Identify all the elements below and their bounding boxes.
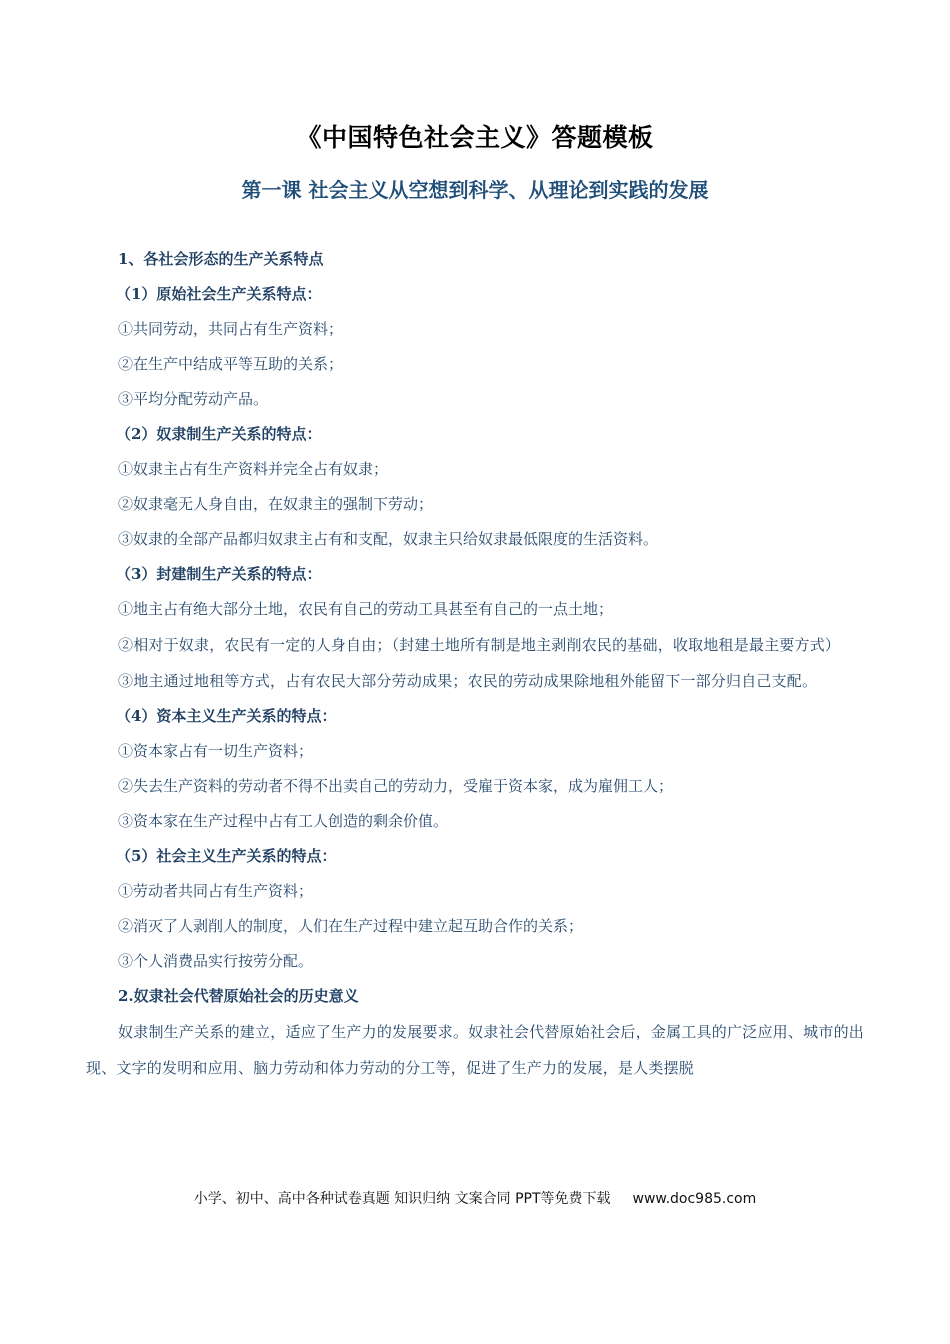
text-line: ③奴隶的全部产品都归奴隶主占有和支配，奴隶主只给奴隶最低限度的生活资料。: [118, 530, 659, 548]
section-1-lines: [86, 242, 864, 627]
section-heading: （2）奴隶制生产关系的特点：: [116, 425, 322, 443]
page-footer: [0, 1188, 950, 1208]
text-line: ①共同劳动，共同占有生产资料；: [118, 320, 344, 338]
section-2-lines: [86, 699, 864, 1014]
text-line: ②在生产中结成平等互助的关系；: [118, 355, 344, 373]
text-line: ③资本家在生产过程中占有工人创造的剩余价值。: [118, 812, 449, 830]
text-line: ①奴隶主占有生产资料并完全占有奴隶；: [118, 460, 389, 478]
footer-text: 小学、初中、高中各种试卷真题 知识归纳 文案合同 PPT等免费下载: [193, 1191, 611, 1207]
paragraph-feudal-3: ③地主通过地租等方式，占有农民大部分劳动成果；农民的劳动成果除地租外能留下一部分归自己支配。: [118, 672, 818, 690]
section-heading: （1）原始社会生产关系特点：: [116, 285, 322, 303]
paragraph-feudal-2: ②相对于奴隶，农民有一定的人身自由；（封建土地所有制是地主剥削农民的基础，收取地租是最主要方式）: [118, 636, 841, 654]
document-subtitle: 第一课 社会主义从空想到科学、从理论到实践的发展: [241, 178, 709, 202]
section-heading: 1、各社会形态的生产关系特点: [118, 250, 324, 268]
section-heading: 2.奴隶社会代替原始社会的历史意义: [118, 987, 359, 1005]
section-heading: （5）社会主义生产关系的特点：: [116, 847, 337, 865]
text-line: ①劳动者共同占有生产资料；: [118, 882, 314, 900]
text-line: ③个人消费品实行按劳分配。: [118, 952, 314, 970]
text-line: ②消灭了人剥削人的制度，人们在生产过程中建立起互助合作的关系；: [118, 917, 584, 935]
document-body: [86, 242, 864, 1086]
section-heading: （3）封建制生产关系的特点：: [116, 565, 322, 583]
text-line: ①地主占有绝大部分土地，农民有自己的劳动工具甚至有自己的一点土地；: [118, 600, 614, 618]
text-line: ②奴隶毫无人身自由，在奴隶主的强制下劳动；: [118, 495, 434, 513]
paragraph-history-significance: 奴隶制生产关系的建立，适应了生产力的发展要求。奴隶社会代替原始社会后，金属工具的广泛应用、城市的出现、文字的发明和应用、脑力劳动和体力劳动的分工等，促进了生产力的发展，是人类摆脱: [86, 1023, 864, 1077]
text-line: ③平均分配劳动产品。: [118, 390, 269, 408]
section-heading: （4）资本主义生产关系的特点：: [116, 707, 337, 725]
text-line: ①资本家占有一切生产资料；: [118, 742, 314, 760]
text-line: ②失去生产资料的劳动者不得不出卖自己的劳动力，受雇于资本家，成为雇佣工人；: [118, 777, 674, 795]
footer-url: www.doc985.com: [632, 1191, 757, 1207]
document-title: 《中国特色社会主义》答题模板: [296, 123, 654, 152]
